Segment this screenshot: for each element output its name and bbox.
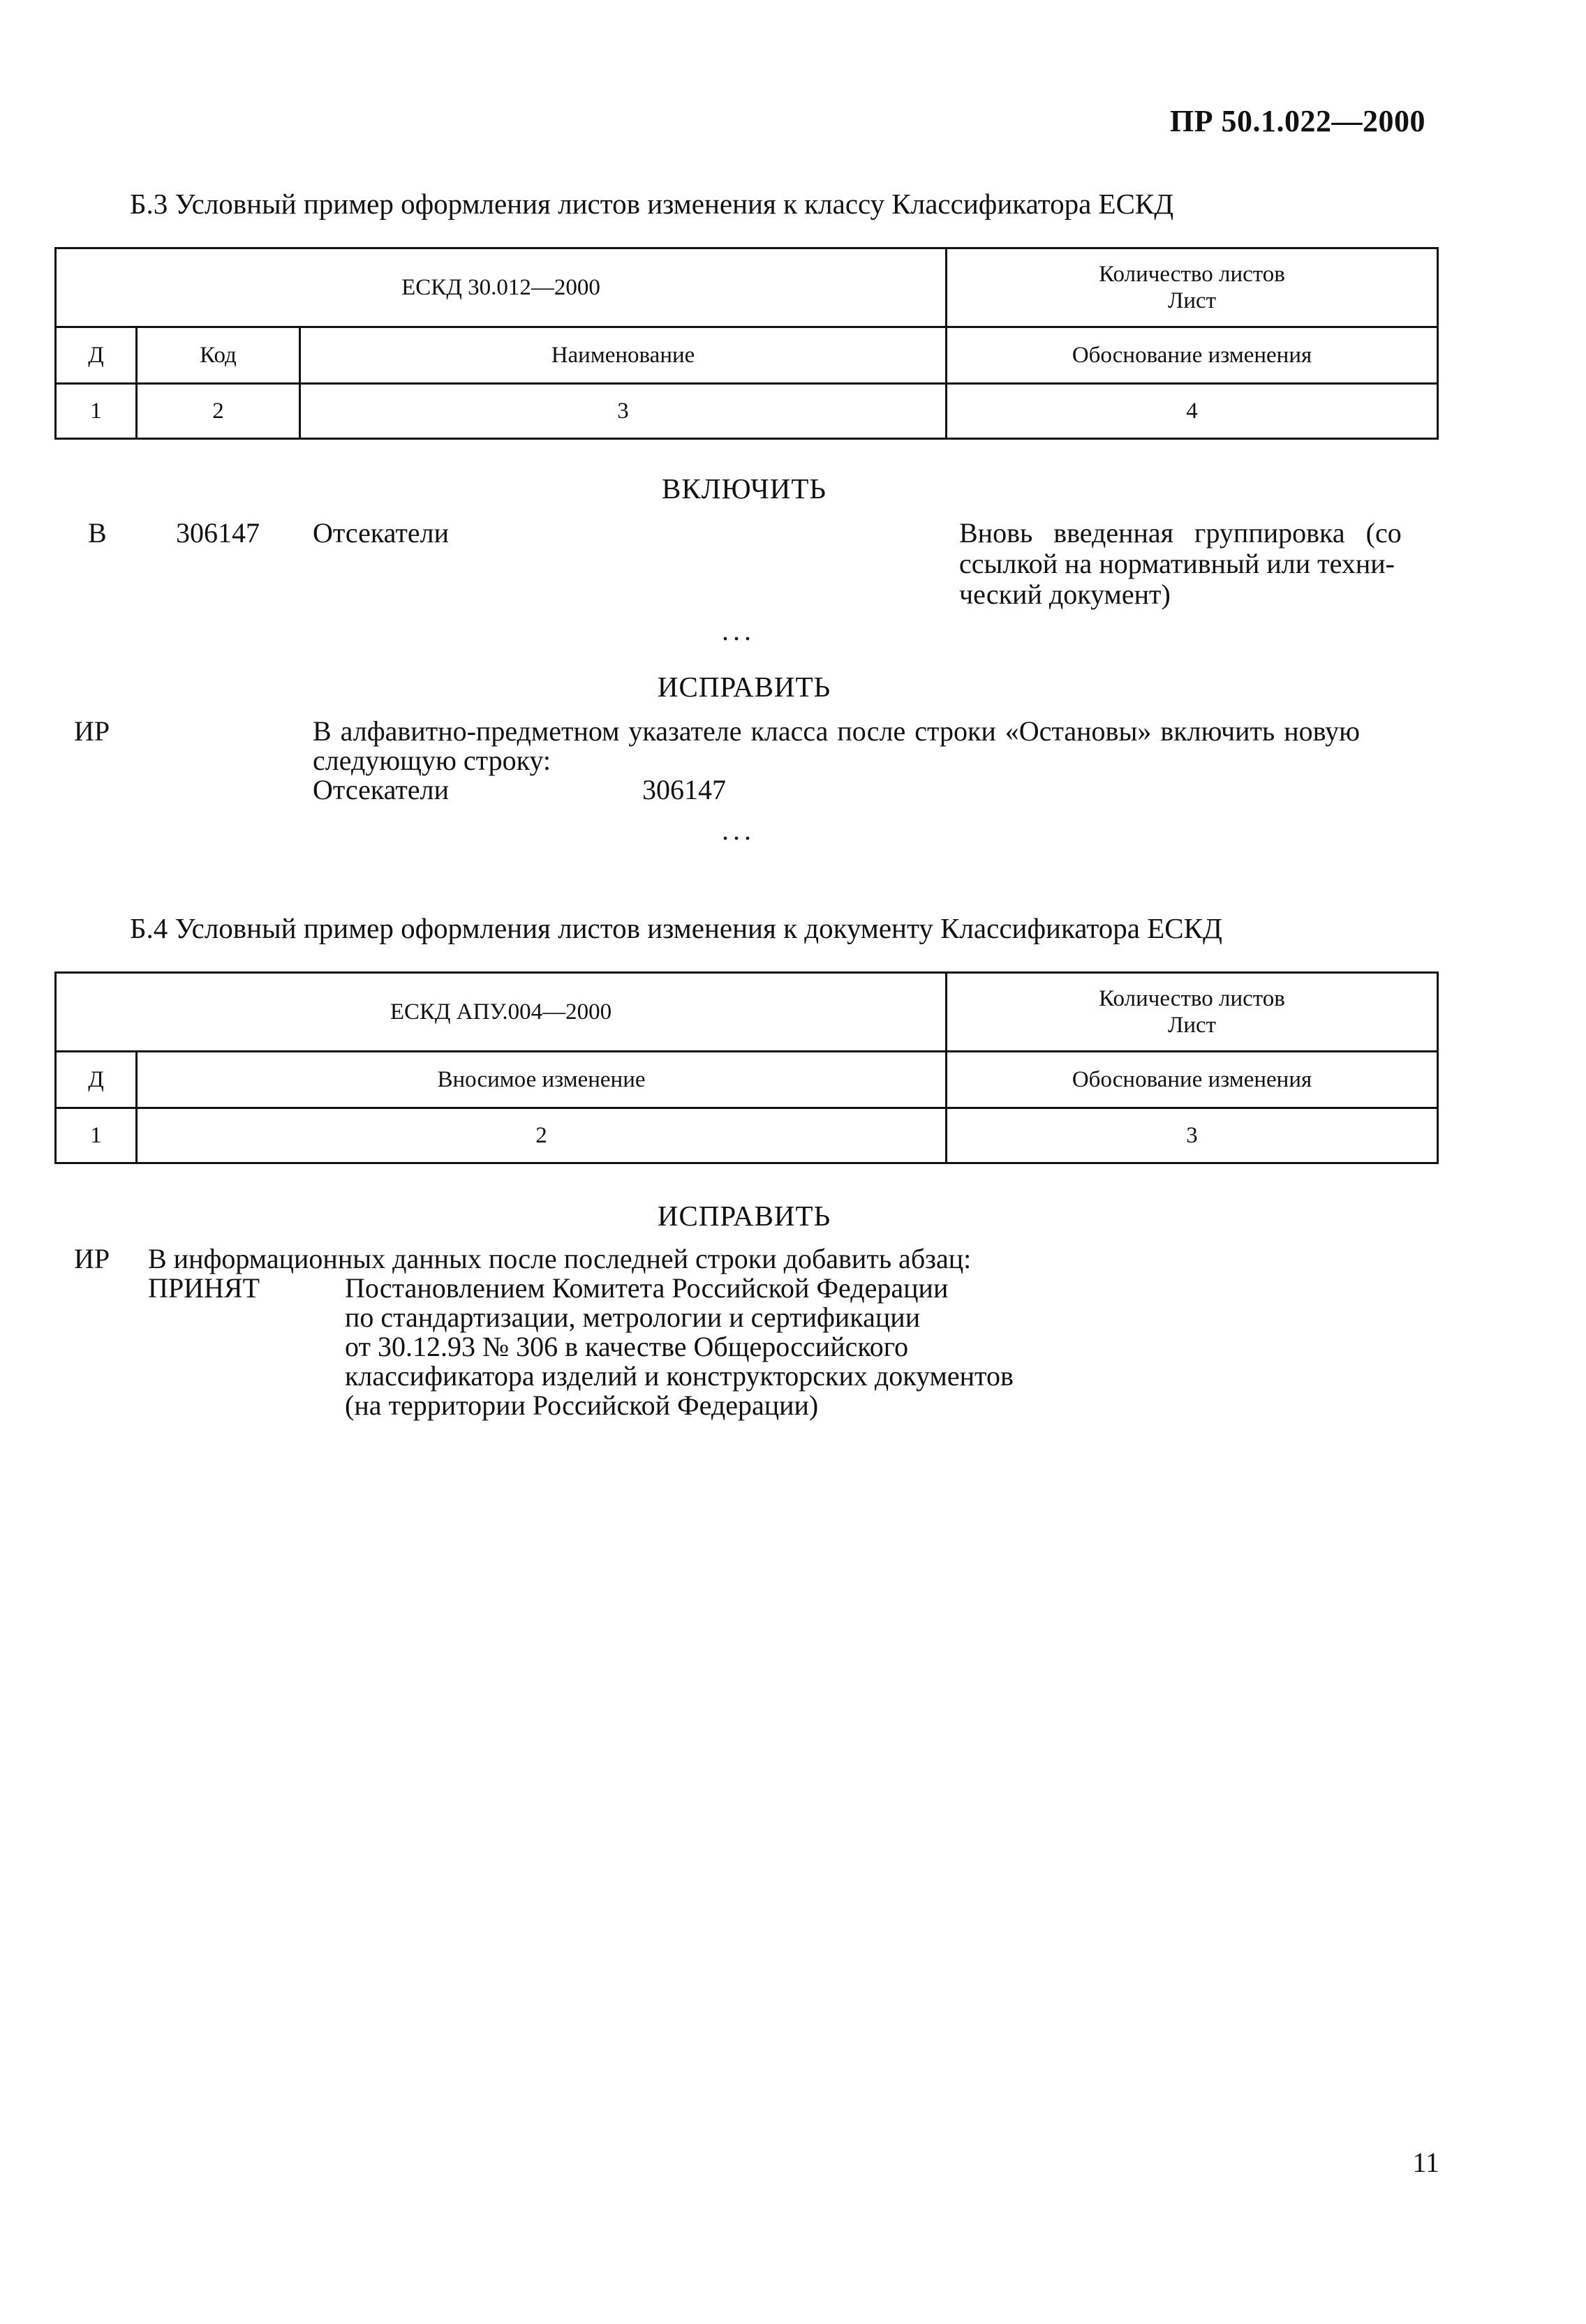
- b4-col-d: Д: [56, 1052, 137, 1108]
- b3-sheets-cell: [947, 248, 1438, 327]
- fix-b4-label: ПРИНЯТ: [148, 1272, 260, 1304]
- fix-b3-line-1: В алфавитно-предметном указателе класса после строки «Остановы» включить новую: [313, 715, 1361, 747]
- include-name: Отсекатели: [313, 517, 449, 549]
- include-reason-line-3: ческий документ): [959, 579, 1171, 610]
- b3-num-3: 3: [300, 384, 947, 439]
- b4-sheet-label: Лист: [1167, 1013, 1217, 1038]
- b4-sheets-count-label: Количество листов: [1099, 986, 1285, 1011]
- b3-col-d: Д: [56, 327, 137, 384]
- include-mark: В: [88, 517, 107, 549]
- fix-b3-entry-code: 306147: [642, 774, 726, 805]
- b3-num-1: 1: [56, 384, 137, 439]
- b4-columns-row: [56, 1052, 1438, 1108]
- b4-num-2: 2: [137, 1108, 947, 1163]
- b4-sheets-cell: [947, 973, 1438, 1052]
- fix-b4-text-line-5: (на территории Российской Федерации): [345, 1390, 819, 1421]
- b3-num-4: 4: [947, 384, 1438, 439]
- include-heading: ВКЛЮЧИТЬ: [662, 472, 827, 505]
- b3-form-table: [54, 247, 1439, 440]
- fix-heading-b4: ИСПРАВИТЬ: [657, 1200, 831, 1232]
- ellipsis-1: ...: [722, 615, 755, 646]
- b3-col-name: Наименование: [300, 327, 947, 384]
- include-code: 306147: [176, 517, 260, 549]
- fix-b3-entry-name: Отсекатели: [313, 774, 449, 805]
- b3-sheets-count-label: Количество листов: [1099, 262, 1285, 287]
- b4-num-3: 3: [947, 1108, 1438, 1163]
- b4-form-table: [54, 971, 1439, 1164]
- b4-doc-designation: ЕСКД АПУ.004—2000: [56, 973, 947, 1052]
- b3-columns-row: [56, 327, 1438, 384]
- b3-col-reason: Обоснование изменения: [947, 327, 1438, 384]
- b3-col-code: Код: [137, 327, 300, 384]
- fix-b4-text-line-4: классификатора изделий и конструкторских документов: [345, 1360, 1014, 1392]
- section-b4-title: Б.4 Условный пример оформления листов изменения к документу Классификатора ЕСКД: [130, 912, 1222, 944]
- include-reason-line-2: ссылкой на нормативный или техни-: [959, 548, 1395, 579]
- fix-b4-text-line-3: от 30.12.93 № 306 в качестве Общероссийского: [345, 1331, 909, 1362]
- section-b3-title: Б.3 Условный пример оформления листов изменения к классу Классификатора ЕСКД: [130, 188, 1174, 220]
- document-code: ПР 50.1.022—2000: [1169, 104, 1425, 138]
- fix-b4-text-line-1: Постановлением Комитета Российской Федерации: [345, 1272, 949, 1304]
- b3-doc-designation: ЕСКД 30.012—2000: [56, 248, 947, 327]
- include-reason-line-1: Вновь введенная группировка (со: [959, 517, 1402, 549]
- b4-col-reason: Обоснование изменения: [947, 1052, 1438, 1108]
- ellipsis-2: ...: [722, 814, 755, 846]
- b4-table-header-row: [56, 973, 1438, 1052]
- fix-b4-text-line-2: по стандартизации, метрологии и сертификации: [345, 1302, 921, 1333]
- b4-numbers-row: [56, 1108, 1438, 1163]
- b3-sheet-label: Лист: [1167, 288, 1217, 313]
- page-number: 11: [1412, 2147, 1439, 2178]
- b4-num-1: 1: [56, 1108, 137, 1163]
- b3-numbers-row: [56, 384, 1438, 439]
- b4-col-change: Вносимое изменение: [137, 1052, 947, 1108]
- fix-b3-line-2: следующую строку:: [313, 745, 551, 776]
- b3-table-header-row: [56, 248, 1438, 327]
- fix-mark-b3: ИР: [74, 715, 110, 747]
- b3-num-2: 2: [137, 384, 300, 439]
- fix-mark-b4: ИР: [74, 1243, 110, 1274]
- fix-heading-b3: ИСПРАВИТЬ: [657, 671, 831, 703]
- fix-b4-line-1: В информационных данных после последней строки добавить абзац:: [148, 1243, 972, 1274]
